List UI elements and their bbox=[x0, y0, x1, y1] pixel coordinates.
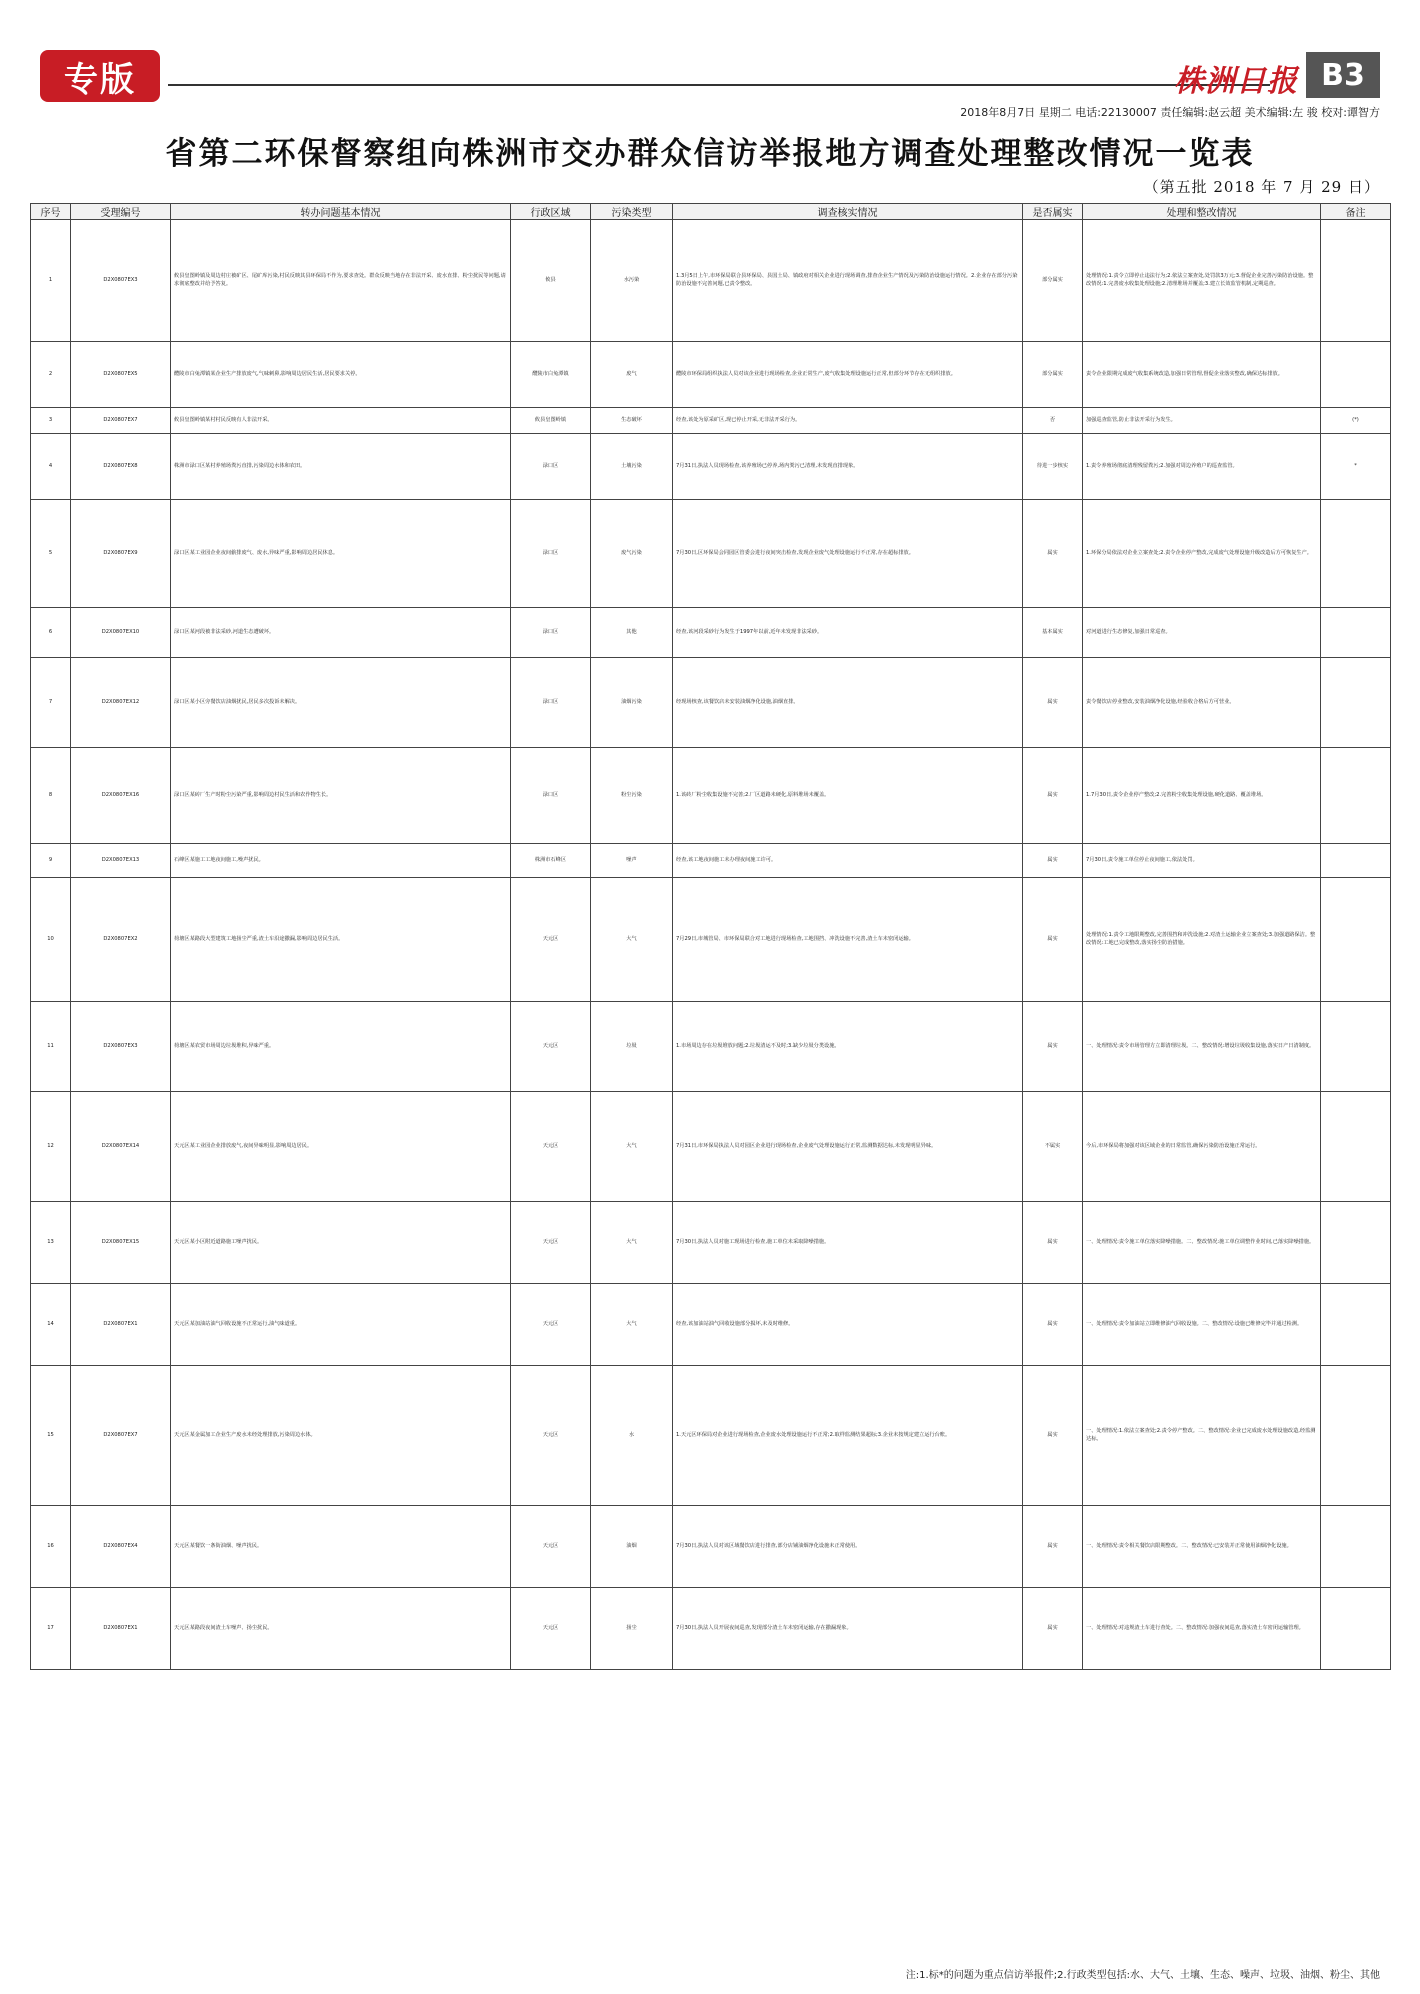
cell-code: D2X0807EX3 bbox=[71, 220, 171, 342]
cell-problem: 天元区某工业园企业排放废气,夜间异味明显,影响周边居民。 bbox=[171, 1092, 511, 1202]
col-header-area: 行政区域 bbox=[511, 204, 591, 220]
cell-note: (*) bbox=[1321, 408, 1391, 434]
cell-action: 7月30日,责令施工单位停止夜间施工,依法处罚。 bbox=[1083, 844, 1321, 878]
cell-fact: 属实 bbox=[1023, 878, 1083, 1002]
cell-action: 处理情况:1.责令工地限期整改,完善围挡和冲洗设施;2.对渣土运输企业立案查处;3.加强道路保洁。整改情况:工地已完成整改,落实扬尘防治措施。 bbox=[1083, 878, 1321, 1002]
cell-action: 1.责令养殖场彻底清理残留粪污;2.加强对周边养殖户的巡查监管。 bbox=[1083, 434, 1321, 500]
cell-no: 11 bbox=[31, 1002, 71, 1092]
cell-fact: 否 bbox=[1023, 408, 1083, 434]
cell-action: 加强巡查监管,防止非法开采行为发生。 bbox=[1083, 408, 1321, 434]
table-row bbox=[31, 1002, 1391, 1092]
cell-problem: 攸县皇图岭镇某村村民反映有人非法开采。 bbox=[171, 408, 511, 434]
cell-survey: 7月31日,执法人员现场检查,该养殖场已停养,场内粪污已清理,未发现直排现象。 bbox=[673, 434, 1023, 500]
cell-code: D2X0807EX13 bbox=[71, 844, 171, 878]
cell-no: 9 bbox=[31, 844, 71, 878]
cell-problem: 渌口区某小区旁餐饮店油烟扰民,居民多次投诉未解决。 bbox=[171, 658, 511, 748]
cell-fact: 属实 bbox=[1023, 1202, 1083, 1284]
cell-code: D2X0807EX7 bbox=[71, 408, 171, 434]
table-row bbox=[31, 500, 1391, 608]
cell-action: 责令餐饮店停业整改,安装油烟净化设施,经验收合格后方可营业。 bbox=[1083, 658, 1321, 748]
cell-type: 大气 bbox=[591, 1202, 673, 1284]
cell-type: 废气污染 bbox=[591, 500, 673, 608]
cell-code: D2X0807EX9 bbox=[71, 500, 171, 608]
cell-survey: 经查,该加油站油气回收设施部分损坏,未及时维修。 bbox=[673, 1284, 1023, 1366]
cell-type: 油烟污染 bbox=[591, 658, 673, 748]
cell-survey: 醴陵市环保局组织执法人员对该企业进行现场检查,企业正常生产,废气收集处理设施运行正常,但部分环节存在无组织排放。 bbox=[673, 342, 1023, 408]
cell-fact: 属实 bbox=[1023, 658, 1083, 748]
cell-note bbox=[1321, 1092, 1391, 1202]
cell-no: 1 bbox=[31, 220, 71, 342]
cell-code: D2X0807EX4 bbox=[71, 1506, 171, 1588]
cell-note bbox=[1321, 748, 1391, 844]
cell-fact: 基本属实 bbox=[1023, 608, 1083, 658]
cell-area: 渌口区 bbox=[511, 500, 591, 608]
table-row bbox=[31, 658, 1391, 748]
cell-note bbox=[1321, 1202, 1391, 1284]
cell-problem: 醴陵市白兔潭镇某企业生产排放废气,气味刺鼻,影响周边居民生活,居民要求关停。 bbox=[171, 342, 511, 408]
cell-no: 5 bbox=[31, 500, 71, 608]
cell-action: 一、处理情况:对违规渣土车进行查处。二、整改情况:加强夜间巡查,落实渣土车密闭运输管理。 bbox=[1083, 1588, 1321, 1670]
cell-fact: 属实 bbox=[1023, 748, 1083, 844]
cell-area: 攸县皇图岭镇 bbox=[511, 408, 591, 434]
cell-survey: 经现场核查,该餐饮店未安装油烟净化设施,油烟直排。 bbox=[673, 658, 1023, 748]
cell-action: 一、处理情况:责令市场管理方立即清理垃圾。二、整改情况:增设垃圾收集设施,落实日产日清制度。 bbox=[1083, 1002, 1321, 1092]
cell-area: 天元区 bbox=[511, 1092, 591, 1202]
batch-label: （第五批 2018 年 7 月 29 日） bbox=[1143, 178, 1380, 196]
cell-type: 水污染 bbox=[591, 220, 673, 342]
cell-fact: 待进一步核实 bbox=[1023, 434, 1083, 500]
cell-note bbox=[1321, 658, 1391, 748]
cell-no: 4 bbox=[31, 434, 71, 500]
cell-note bbox=[1321, 608, 1391, 658]
cell-no: 8 bbox=[31, 748, 71, 844]
table-row bbox=[31, 1588, 1391, 1670]
cell-note bbox=[1321, 220, 1391, 342]
cell-type: 噪声 bbox=[591, 844, 673, 878]
cell-problem: 渌口区某河段被非法采砂,河道生态遭破坏。 bbox=[171, 608, 511, 658]
cell-survey: 7月30日,执法人员开展夜间巡查,发现部分渣土车未密闭运输,存在撒漏现象。 bbox=[673, 1588, 1023, 1670]
col-header-action: 处理和整改情况 bbox=[1083, 204, 1321, 220]
table-row bbox=[31, 434, 1391, 500]
table-row bbox=[31, 220, 1391, 342]
cell-area: 天元区 bbox=[511, 1588, 591, 1670]
cell-fact: 属实 bbox=[1023, 1284, 1083, 1366]
cell-survey: 经查,该工地夜间施工未办理夜间施工许可。 bbox=[673, 844, 1023, 878]
cell-area: 天元区 bbox=[511, 878, 591, 1002]
cell-note bbox=[1321, 500, 1391, 608]
cell-note bbox=[1321, 878, 1391, 1002]
col-header-note: 备注 bbox=[1321, 204, 1391, 220]
cell-type: 其他 bbox=[591, 608, 673, 658]
cell-survey: 7月30日,区环保局会同园区管委会进行夜间突击检查,发现企业废气处理设施运行不正常,存在超标排放。 bbox=[673, 500, 1023, 608]
newspaper-logo: 株洲日报 bbox=[1174, 64, 1298, 99]
cell-area: 攸县 bbox=[511, 220, 591, 342]
cell-code: D2X0807EX10 bbox=[71, 608, 171, 658]
cell-code: D2X0807EX5 bbox=[71, 342, 171, 408]
cell-area: 渌口区 bbox=[511, 434, 591, 500]
cell-fact: 属实 bbox=[1023, 1366, 1083, 1506]
cell-no: 2 bbox=[31, 342, 71, 408]
cell-survey: 7月31日,市环保局执法人员对园区企业进行现场检查,企业废气处理设施运行正常,监测数据达标,未发现明显异味。 bbox=[673, 1092, 1023, 1202]
cell-fact: 属实 bbox=[1023, 500, 1083, 608]
table-row bbox=[31, 1284, 1391, 1366]
cell-type: 废气 bbox=[591, 342, 673, 408]
header-rule bbox=[168, 84, 1270, 86]
cell-area: 天元区 bbox=[511, 1506, 591, 1588]
cell-survey: 1.市场周边存在垃圾堆放问题;2.垃圾清运不及时;3.缺少垃圾分类设施。 bbox=[673, 1002, 1023, 1092]
cell-area: 渌口区 bbox=[511, 608, 591, 658]
cell-action: 一、处理情况:责令施工单位落实降噪措施。二、整改情况:施工单位调整作业时间,已落实降噪措施。 bbox=[1083, 1202, 1321, 1284]
section-badge: 专版 bbox=[40, 50, 160, 102]
cell-no: 15 bbox=[31, 1366, 71, 1506]
cell-note bbox=[1321, 1284, 1391, 1366]
page-number-badge: B3 bbox=[1306, 52, 1380, 98]
cell-note bbox=[1321, 844, 1391, 878]
cell-no: 12 bbox=[31, 1092, 71, 1202]
cell-code: D2X0807EX12 bbox=[71, 658, 171, 748]
cell-action: 一、处理情况:责令加油站立即维修油气回收设施。二、整改情况:设施已维修完毕并通过检测。 bbox=[1083, 1284, 1321, 1366]
cell-no: 17 bbox=[31, 1588, 71, 1670]
cell-code: D2X0807EX1 bbox=[71, 1284, 171, 1366]
cell-type: 垃圾 bbox=[591, 1002, 673, 1092]
col-header-survey: 调查核实情况 bbox=[673, 204, 1023, 220]
cell-note: * bbox=[1321, 434, 1391, 500]
cell-problem: 天元区某金属加工企业生产废水未经处理排放,污染周边水体。 bbox=[171, 1366, 511, 1506]
cell-action: 1.7月30日,责令企业停产整改;2.完善粉尘收集处理设施,硬化道路、覆盖堆场。 bbox=[1083, 748, 1321, 844]
cell-fact: 属实 bbox=[1023, 1002, 1083, 1092]
cell-survey: 7月30日,执法人员对该区域餐饮店进行排查,部分店铺油烟净化设施未正常使用。 bbox=[673, 1506, 1023, 1588]
cell-area: 天元区 bbox=[511, 1366, 591, 1506]
table-row bbox=[31, 408, 1391, 434]
cell-action: 今后,市环保局将加强对该区域企业的日常监管,确保污染防治设施正常运行。 bbox=[1083, 1092, 1321, 1202]
cell-type: 大气 bbox=[591, 878, 673, 1002]
cell-no: 6 bbox=[31, 608, 71, 658]
cell-problem: 渌口区某砖厂生产时粉尘污染严重,影响周边村民生活和农作物生长。 bbox=[171, 748, 511, 844]
table-row bbox=[31, 748, 1391, 844]
col-header-fact: 是否属实 bbox=[1023, 204, 1083, 220]
cell-type: 大气 bbox=[591, 1092, 673, 1202]
cell-note bbox=[1321, 1506, 1391, 1588]
cell-action: 处理情况:1.责令立即停止违法行为;2.依法立案查处,处罚款3万元;3.督促企业完善污染防治设施。整改情况:1.完善废水收集处理设施;2.清理堆场并覆盖;3.建立长效监管机制,定期巡查。 bbox=[1083, 220, 1321, 342]
cell-area: 天元区 bbox=[511, 1002, 591, 1092]
cell-problem: 天元区某路段夜间渣土车噪声、扬尘扰民。 bbox=[171, 1588, 511, 1670]
cell-fact: 不属实 bbox=[1023, 1092, 1083, 1202]
cell-survey: 1.天元区环保局对企业进行现场检查,企业废水处理设施运行不正常;2.取样监测结果超标;3.企业未按规定建立运行台账。 bbox=[673, 1366, 1023, 1506]
col-header-no: 序号 bbox=[31, 204, 71, 220]
cell-type: 粉尘污染 bbox=[591, 748, 673, 844]
table-row bbox=[31, 608, 1391, 658]
report-table bbox=[30, 203, 1391, 1670]
table-row bbox=[31, 342, 1391, 408]
cell-fact: 部分属实 bbox=[1023, 220, 1083, 342]
table-row bbox=[31, 1366, 1391, 1506]
cell-code: D2X0807EX1 bbox=[71, 1588, 171, 1670]
cell-no: 13 bbox=[31, 1202, 71, 1284]
cell-fact: 部分属实 bbox=[1023, 342, 1083, 408]
cell-survey: 7月29日,市城管局、市环保局联合对工地进行现场检查,工地围挡、冲洗设施不完善,渣土车未密闭运输。 bbox=[673, 878, 1023, 1002]
table-row bbox=[31, 1506, 1391, 1588]
cell-area: 渌口区 bbox=[511, 748, 591, 844]
cell-fact: 属实 bbox=[1023, 1506, 1083, 1588]
cell-survey: 7月30日,执法人员对施工现场进行检查,施工单位未采取降噪措施。 bbox=[673, 1202, 1023, 1284]
masthead bbox=[40, 50, 1380, 102]
col-header-type: 污染类型 bbox=[591, 204, 673, 220]
cell-action: 1.环保分局依法对企业立案查处;2.责令企业停产整改,完成废气处理设施升级改造后方可恢复生产。 bbox=[1083, 500, 1321, 608]
cell-problem: 天元区某餐饮一条街油烟、噪声扰民。 bbox=[171, 1506, 511, 1588]
cell-note bbox=[1321, 342, 1391, 408]
cell-code: D2X0807EX8 bbox=[71, 434, 171, 500]
cell-no: 16 bbox=[31, 1506, 71, 1588]
cell-type: 生态破坏 bbox=[591, 408, 673, 434]
cell-problem: 攸县皇图岭镇及周边村庄被矿区、尾矿库污染,村民反映其县环保局不作为,要求查处。群众反映当地存在非法开采、废水直排、粉尘扰民等问题,请求彻底整改并给予答复。 bbox=[171, 220, 511, 342]
cell-action: 一、处理情况:1.依法立案查处;2.责令停产整改。二、整改情况:企业已完成废水处理设施改造,经监测达标。 bbox=[1083, 1366, 1321, 1506]
cell-area: 渌口区 bbox=[511, 658, 591, 748]
cell-area: 天元区 bbox=[511, 1284, 591, 1366]
cell-problem: 荷塘区某农贸市场周边垃圾堆积,异味严重。 bbox=[171, 1002, 511, 1092]
cell-note bbox=[1321, 1002, 1391, 1092]
cell-type: 大气 bbox=[591, 1284, 673, 1366]
cell-problem: 荷塘区某路段大型建筑工地扬尘严重,渣土车沿途撒漏,影响周边居民生活。 bbox=[171, 878, 511, 1002]
table-row bbox=[31, 1092, 1391, 1202]
cell-code: D2X0807EX15 bbox=[71, 1202, 171, 1284]
cell-no: 7 bbox=[31, 658, 71, 748]
dateline: 2018年8月7日 星期二 电话:22130007 责任编辑:赵云超 美术编辑:左 骏 校对:谭智方 bbox=[960, 106, 1380, 119]
cell-code: D2X0807EX7 bbox=[71, 1366, 171, 1506]
cell-note bbox=[1321, 1588, 1391, 1670]
cell-code: D2X0807EX3 bbox=[71, 1002, 171, 1092]
cell-type: 水 bbox=[591, 1366, 673, 1506]
cell-fact: 属实 bbox=[1023, 844, 1083, 878]
cell-action: 对河道进行生态修复,加强日常巡查。 bbox=[1083, 608, 1321, 658]
cell-survey: 经查,该河段采砂行为发生于1997年以前,近年未发现非法采砂。 bbox=[673, 608, 1023, 658]
table-row bbox=[31, 1202, 1391, 1284]
cell-no: 3 bbox=[31, 408, 71, 434]
table-header-row bbox=[31, 204, 1391, 220]
footnote: 注:1.标*的问题为重点信访举报件;2.行政类型包括:水、大气、土壤、生态、噪声、垃圾、油烟、粉尘、其他 bbox=[905, 1970, 1380, 1981]
cell-type: 扬尘 bbox=[591, 1588, 673, 1670]
col-header-code: 受理编号 bbox=[71, 204, 171, 220]
cell-problem: 天元区某加油站油气回收设施不正常运行,油气味道重。 bbox=[171, 1284, 511, 1366]
cell-note bbox=[1321, 1366, 1391, 1506]
cell-problem: 株洲市渌口区某村养殖场粪污直排,污染周边水体和农田。 bbox=[171, 434, 511, 500]
cell-problem: 渌口区某工业园企业夜间偷排废气、废水,异味严重,影响周边居民休息。 bbox=[171, 500, 511, 608]
cell-problem: 石峰区某施工工地夜间施工,噪声扰民。 bbox=[171, 844, 511, 878]
cell-area: 株洲市石峰区 bbox=[511, 844, 591, 878]
col-header-problem: 转办问题基本情况 bbox=[171, 204, 511, 220]
page-title: 省第二环保督察组向株洲市交办群众信访举报地方调查处理整改情况一览表 bbox=[165, 136, 1255, 172]
cell-type: 土壤污染 bbox=[591, 434, 673, 500]
cell-code: D2X0807EX2 bbox=[71, 878, 171, 1002]
cell-code: D2X0807EX14 bbox=[71, 1092, 171, 1202]
cell-no: 10 bbox=[31, 878, 71, 1002]
cell-area: 天元区 bbox=[511, 1202, 591, 1284]
cell-area: 醴陵市白兔潭镇 bbox=[511, 342, 591, 408]
cell-action: 一、处理情况:责令相关餐饮店限期整改。二、整改情况:已安装并正常使用油烟净化设施。 bbox=[1083, 1506, 1321, 1588]
cell-action: 责令企业限期完成废气收集系统改造,加强日常管理,督促企业落实整改,确保达标排放。 bbox=[1083, 342, 1321, 408]
cell-survey: 1.该砖厂粉尘收集设施不完善;2.厂区道路未硬化,原料堆场未覆盖。 bbox=[673, 748, 1023, 844]
cell-fact: 属实 bbox=[1023, 1588, 1083, 1670]
cell-no: 14 bbox=[31, 1284, 71, 1366]
cell-problem: 天元区某小区附近道路施工噪声扰民。 bbox=[171, 1202, 511, 1284]
table-row bbox=[31, 878, 1391, 1002]
cell-survey: 经查,该处为原采矿区,现已停止开采,无非法开采行为。 bbox=[673, 408, 1023, 434]
cell-code: D2X0807EX16 bbox=[71, 748, 171, 844]
cell-survey: 1.3月5日上午,市环保局联合县环保局、县国土局、镇政府对相关企业进行现场调查,排查企业生产情况及污染防治设施运行情况。2.企业存在部分污染防治设施不完善问题,已责令整改。 bbox=[673, 220, 1023, 342]
cell-type: 油烟 bbox=[591, 1506, 673, 1588]
table-row bbox=[31, 844, 1391, 878]
